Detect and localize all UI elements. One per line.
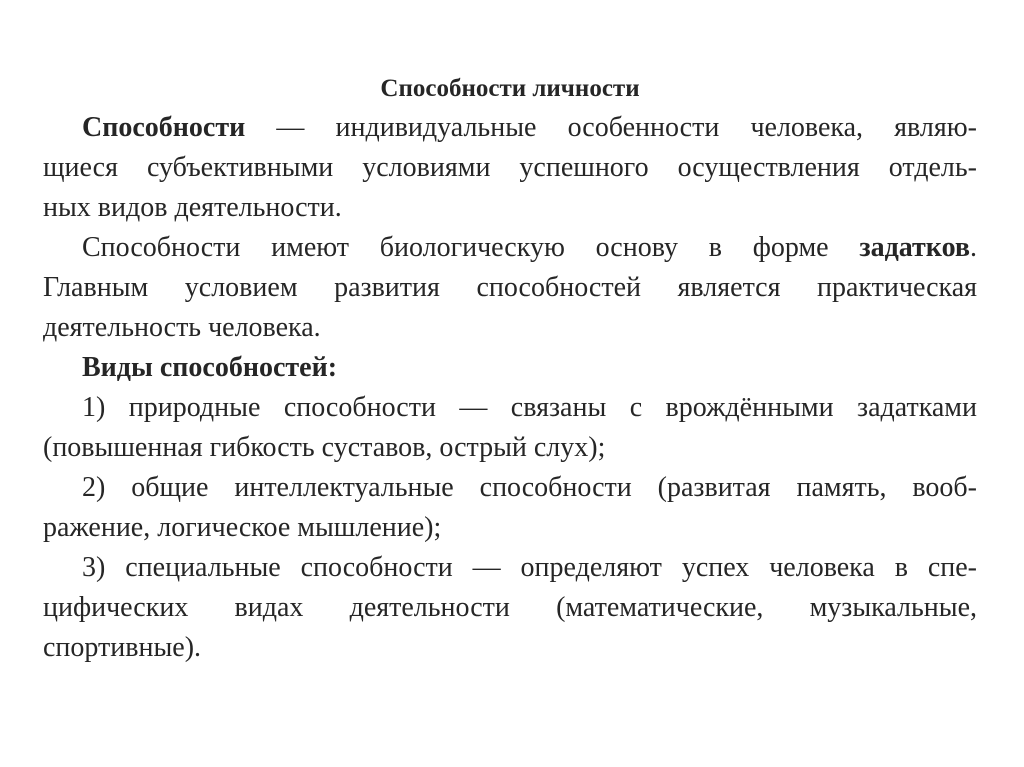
definition-line-2: щиеся субъективными условиями успешного осуществления отдель-	[43, 152, 977, 183]
types-heading	[82, 350, 977, 386]
basis-text: Способности имеют биологическую основу в форме	[82, 232, 860, 263]
definition-term: Способности	[82, 112, 246, 143]
types-heading-text: Виды способностей:	[82, 352, 338, 383]
document-title: Способности личности	[380, 75, 640, 102]
types-item-3-line-3: спортивные).	[43, 632, 202, 663]
definition-line-1	[82, 110, 977, 146]
types-item-1-line-2: (повышенная гибкость суставов, острый слух);	[43, 432, 606, 463]
definition-line-3: ных видов деятельности.	[43, 192, 342, 223]
basis-line-1	[82, 230, 977, 266]
definition-text: — индивидуальные особенности человека, являю-	[245, 112, 977, 143]
types-item-3-line-2: цифических видах деятельности (математические, музыкальные,	[43, 592, 977, 623]
basis-line-3: деятельность человека.	[43, 312, 321, 343]
basis-period: .	[970, 232, 977, 263]
types-item-3-line-1: 3) специальные способности — определяют успех человека в спе-	[82, 552, 977, 583]
types-item-2-line-1: 2) общие интеллектуальные способности (развитая память, вооб-	[82, 472, 977, 503]
basis-term: задатков	[859, 232, 970, 263]
types-item-2-line-2: ражение, логическое мышление);	[43, 512, 442, 543]
basis-line-2: Главным условием развития способностей является практическая	[43, 272, 977, 303]
document-page	[40, 62, 980, 712]
types-item-1-line-1: 1) природные способности — связаны с врождёнными задатками	[82, 392, 977, 423]
